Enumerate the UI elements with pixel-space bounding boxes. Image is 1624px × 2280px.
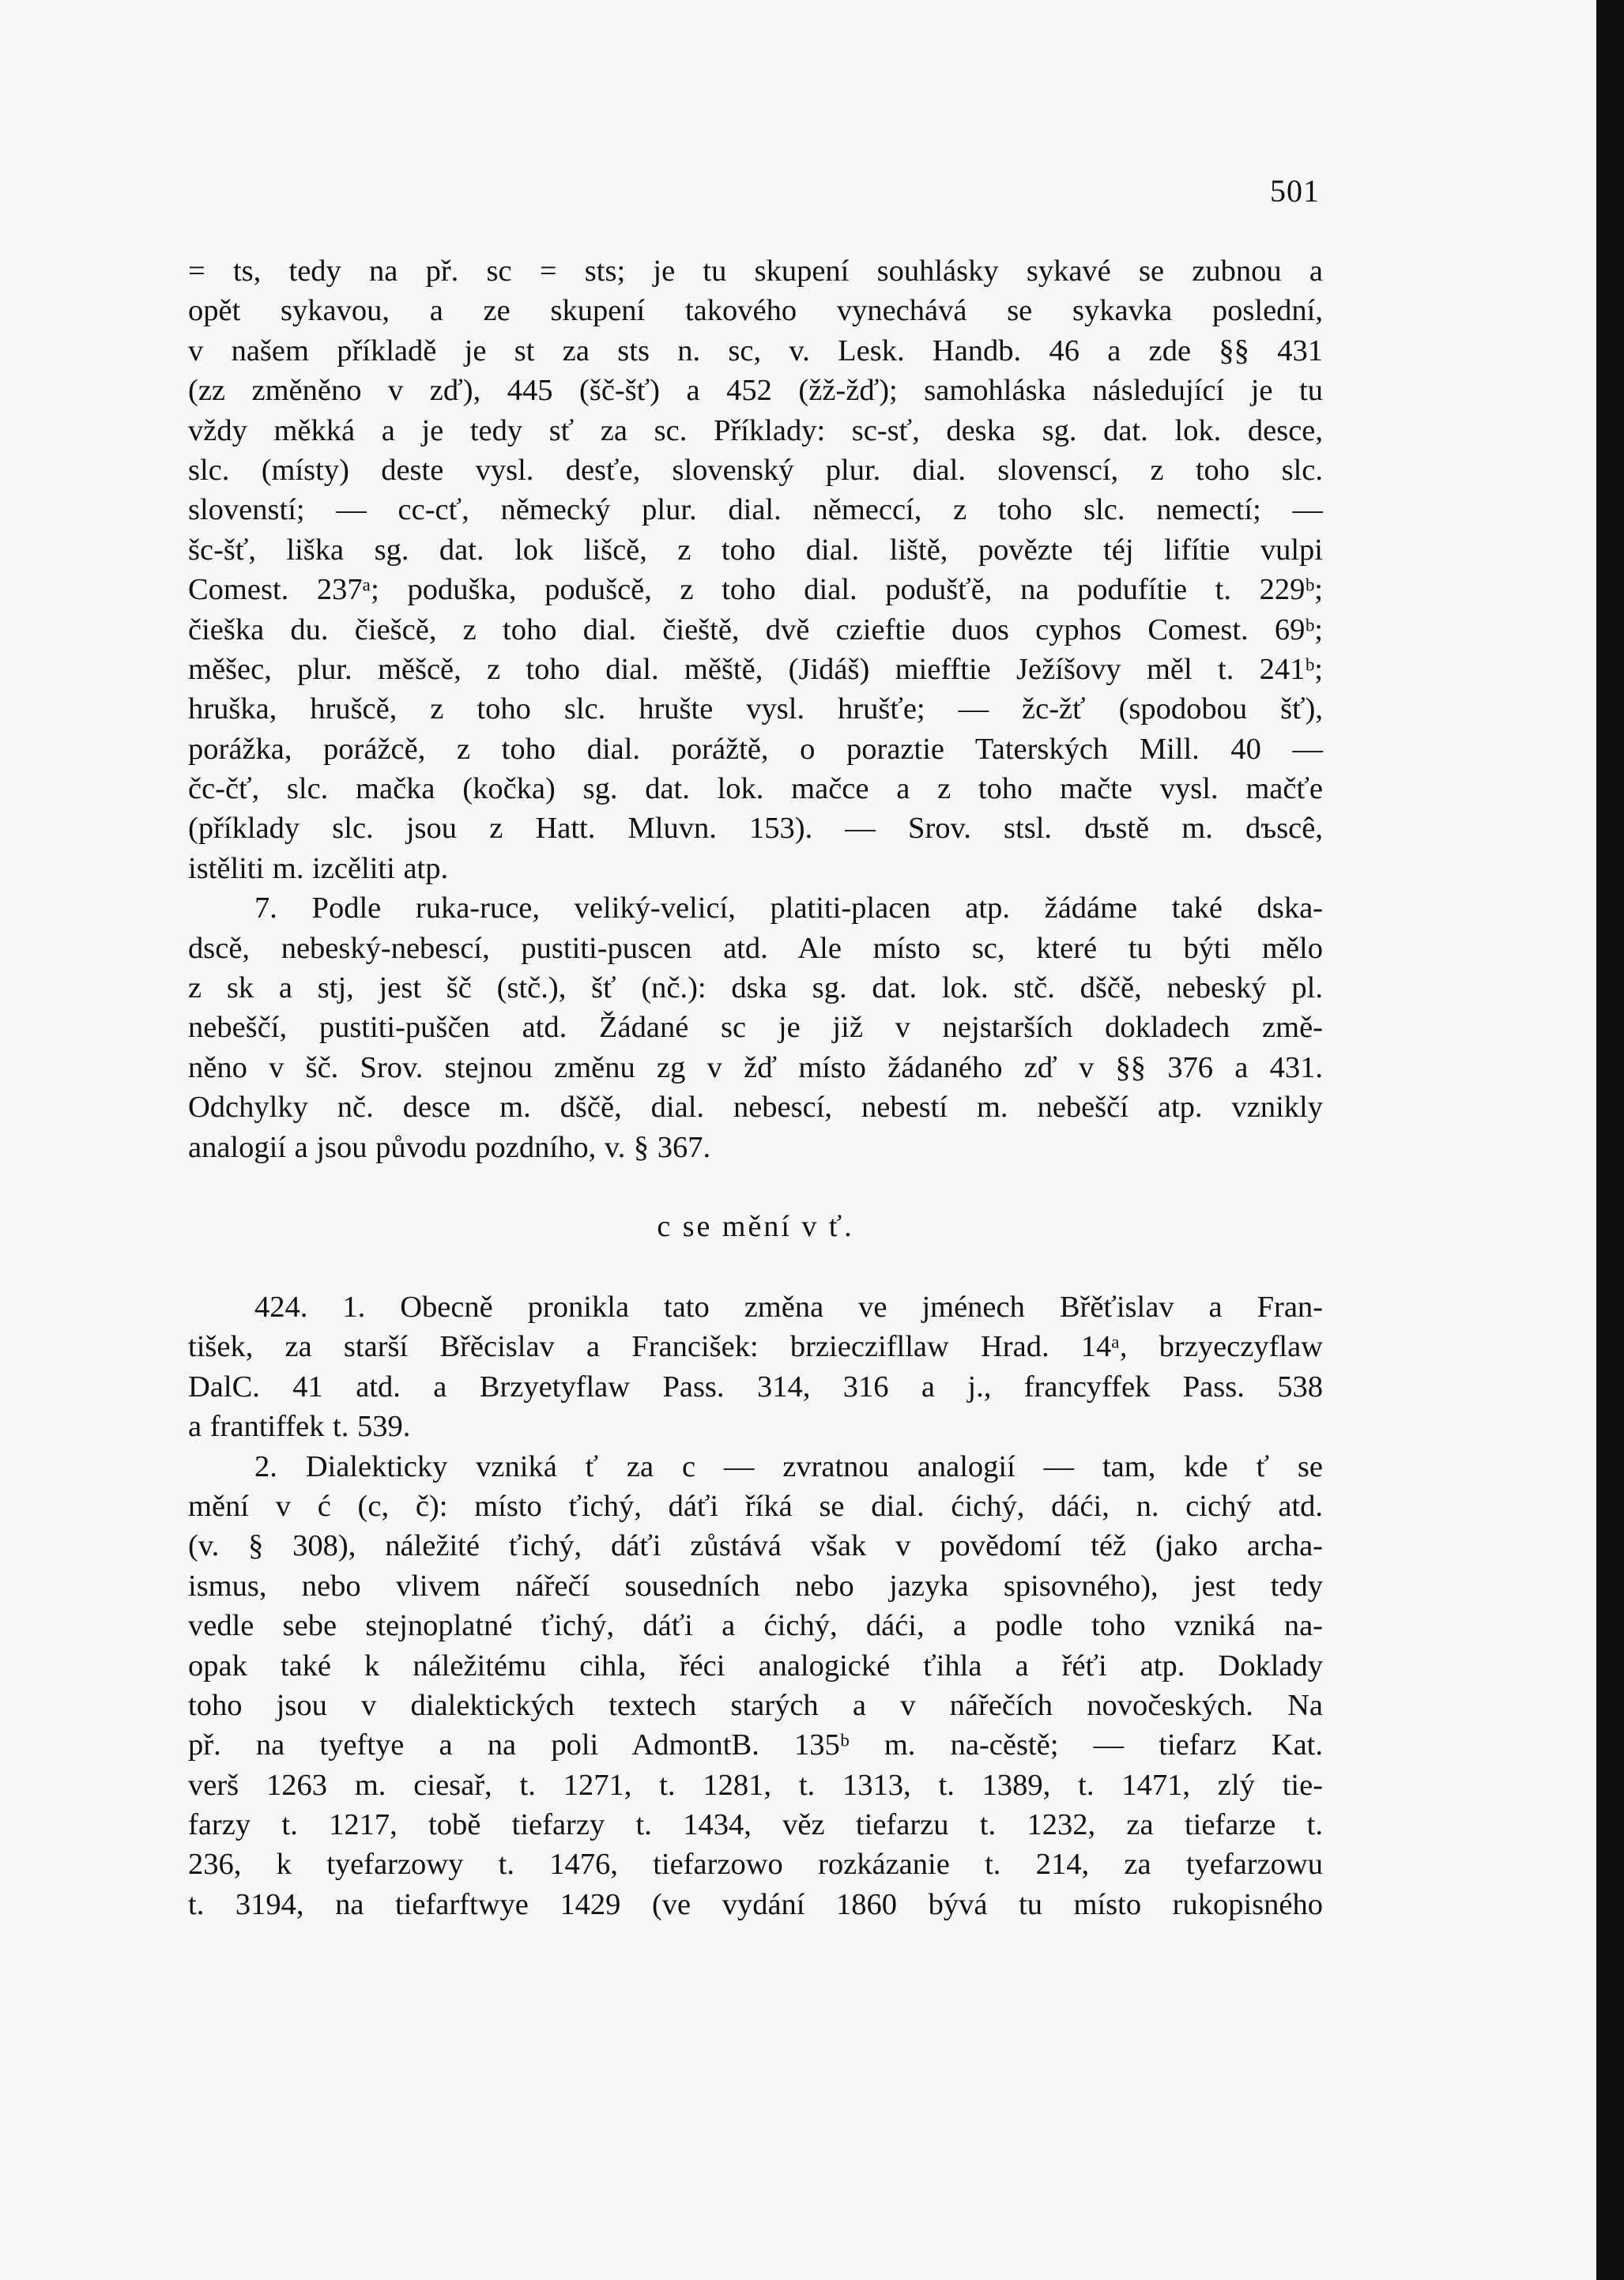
text-line: dscě, nebeský-nebescí, pustiti-puscen atd. Ale místo sc, které tu býti mělo — [188, 931, 1323, 965]
text-line: Odchylky nč. desce m. dščě, dial. nebescí, nebestí m. nebeščí atp. vznikly — [188, 1091, 1323, 1125]
text-line: = ts, tedy na př. sc = sts; je tu skupení souhlásky sykavé se zubnou a — [188, 254, 1323, 288]
text-line: v našem příkladě je st za sts n. sc, v. Lesk. Handb. 46 a zde §§ 431 — [188, 334, 1323, 367]
text-line: nebeščí, pustiti-puščen atd. Žádané sc je již v nejstarších dokladech změ- — [188, 1011, 1323, 1045]
text-line: (v. § 308), náležité ťichý, dáťi zůstává však v povědomí též (jako archa- — [188, 1529, 1323, 1563]
text-line: DalC. 41 atd. a Brzyetyflaw Pass. 314, 316 a j., francyffek Pass. 538 — [188, 1370, 1323, 1404]
text-line: 424. 1. Obecně pronikla tato změna ve jménech Břěťislav a Fran- — [254, 1290, 1323, 1324]
text-line: slovenstí; — cc-cť, německý plur. dial. němeccí, z toho slc. nemectí; — — [188, 493, 1323, 527]
text-line: tišek, za starší Břěcislav a Francišek: brzieczifllaw Hrad. 14ᵃ, brzyeczyflaw — [188, 1330, 1323, 1364]
text-line: ismus, nebo vlivem nářečí sousedních nebo jazyka spisovného), jest tedy — [188, 1569, 1323, 1603]
paragraph-7 — [188, 888, 1323, 1167]
text-line: mění v ć (c, č): místo ťichý, dáťi říká se dial. ćichý, dáći, n. cichý atd. — [188, 1489, 1323, 1523]
text-line: verš 1263 m. ciesař, t. 1271, t. 1281, t. 1313, t. 1389, t. 1471, zlý tie- — [188, 1768, 1323, 1802]
text-line: 236, k tyefarzowy t. 1476, tiefarzowo rozkázanie t. 214, za tyefarzowu — [188, 1848, 1323, 1882]
text-line: analogií a jsou původu pozdního, v. § 367. — [188, 1130, 711, 1164]
paragraph-424-2 — [188, 1447, 1323, 1925]
text-line: (zz změněno v zď), 445 (šč-šť) a 452 (žž-žď); samohláska následující je tu — [188, 374, 1323, 408]
text-line: istěliti m. izcěliti atp. — [188, 851, 449, 885]
text-line: (příklady slc. jsou z Hatt. Mluvn. 153). — Srov. stsl. dъstě m. dъscê, — [188, 812, 1323, 846]
text-line: t. 3194, na tiefarftwye 1429 (ve vydání 1860 bývá tu místo rukopisného — [188, 1887, 1323, 1921]
text-line: čieška du. čiešcě, z toho dial. čieště, dvě czieftie duos cyphos Comest. 69ᵇ; — [188, 612, 1323, 646]
text-line: čc-čť, slc. mačka (kočka) sg. dat. lok. mačce a z toho mačte vysl. mačťe — [188, 772, 1323, 806]
text-line: 2. Dialekticky vzniká ť za c — zvratnou analogií — tam, kde ť se — [254, 1449, 1323, 1483]
text-line: šc-šť, liška sg. dat. lok lišcě, z toho dial. liště, povězte téj lifítie vulpi — [188, 533, 1323, 567]
text-line: slc. (místy) deste vysl. desťe, slovenský plur. dial. slovenscí, z toho slc. — [188, 453, 1323, 487]
paragraph-424-1 — [188, 1287, 1323, 1447]
text-line: hruška, hrušcě, z toho slc. hrušte vysl. hrušťe; — žc-žť (spodobou šť), — [188, 692, 1323, 726]
page-number: 501 — [1270, 173, 1320, 209]
text-line: vždy měkká a je tedy sť za sc. Příklady: sc-sť, deska sg. dat. lok. desce, — [188, 413, 1323, 447]
text-line: z sk a stj, jest šč (stč.), šť (nč.): dska sg. dat. lok. stč. dščě, nebeský pl. — [188, 971, 1323, 1005]
text-line: farzy t. 1217, tobě tiefarzy t. 1434, věz tiefarzu t. 1232, za tiefarze t. — [188, 1808, 1323, 1842]
text-line: toho jsou v dialektických textech starých a v nářečích novočeských. Na — [188, 1688, 1323, 1722]
text-line: opět sykavou, a ze skupení takového vynechává se sykavka poslední, — [188, 294, 1323, 328]
text-line: Comest. 237ᵃ; poduška, podušcě, z toho dial. podušťě, na podufítie t. 229ᵇ; — [188, 573, 1323, 607]
text-line: 7. Podle ruka-ruce, veliký-velicí, platiti-placen atp. žádáme také dska- — [254, 891, 1323, 925]
text-line: a frantiffek t. 539. — [188, 1410, 411, 1444]
body-text — [188, 251, 1323, 1924]
text-line: něno v šč. Srov. stejnou změnu zg v žď místo žádaného zď v §§ 376 a 431. — [188, 1050, 1323, 1084]
text-line: vedle sebe stejnoplatné ťichý, dáťi a ćichý, dáći, a podle toho vzniká na- — [188, 1609, 1323, 1643]
text-line: porážka, porážcě, z toho dial. porážtě, o poraztie Taterských Mill. 40 — — [188, 732, 1323, 766]
section-heading: c se mění v ť. — [657, 1209, 854, 1243]
paragraph-continuation — [188, 251, 1323, 888]
text-line: opak také k náležitému cihla, řéci analogické ťihla a řéťi atp. Doklady — [188, 1649, 1323, 1683]
text-line: měšec, plur. měšcě, z toho dial. měště, (Jidáš) miefftie Ježíšovy měl t. 241ᵇ; — [188, 652, 1323, 686]
text-line: př. na tyeftye a na poli AdmontB. 135ᵇ m. na-cěstě; — tiefarz Kat. — [188, 1728, 1323, 1762]
